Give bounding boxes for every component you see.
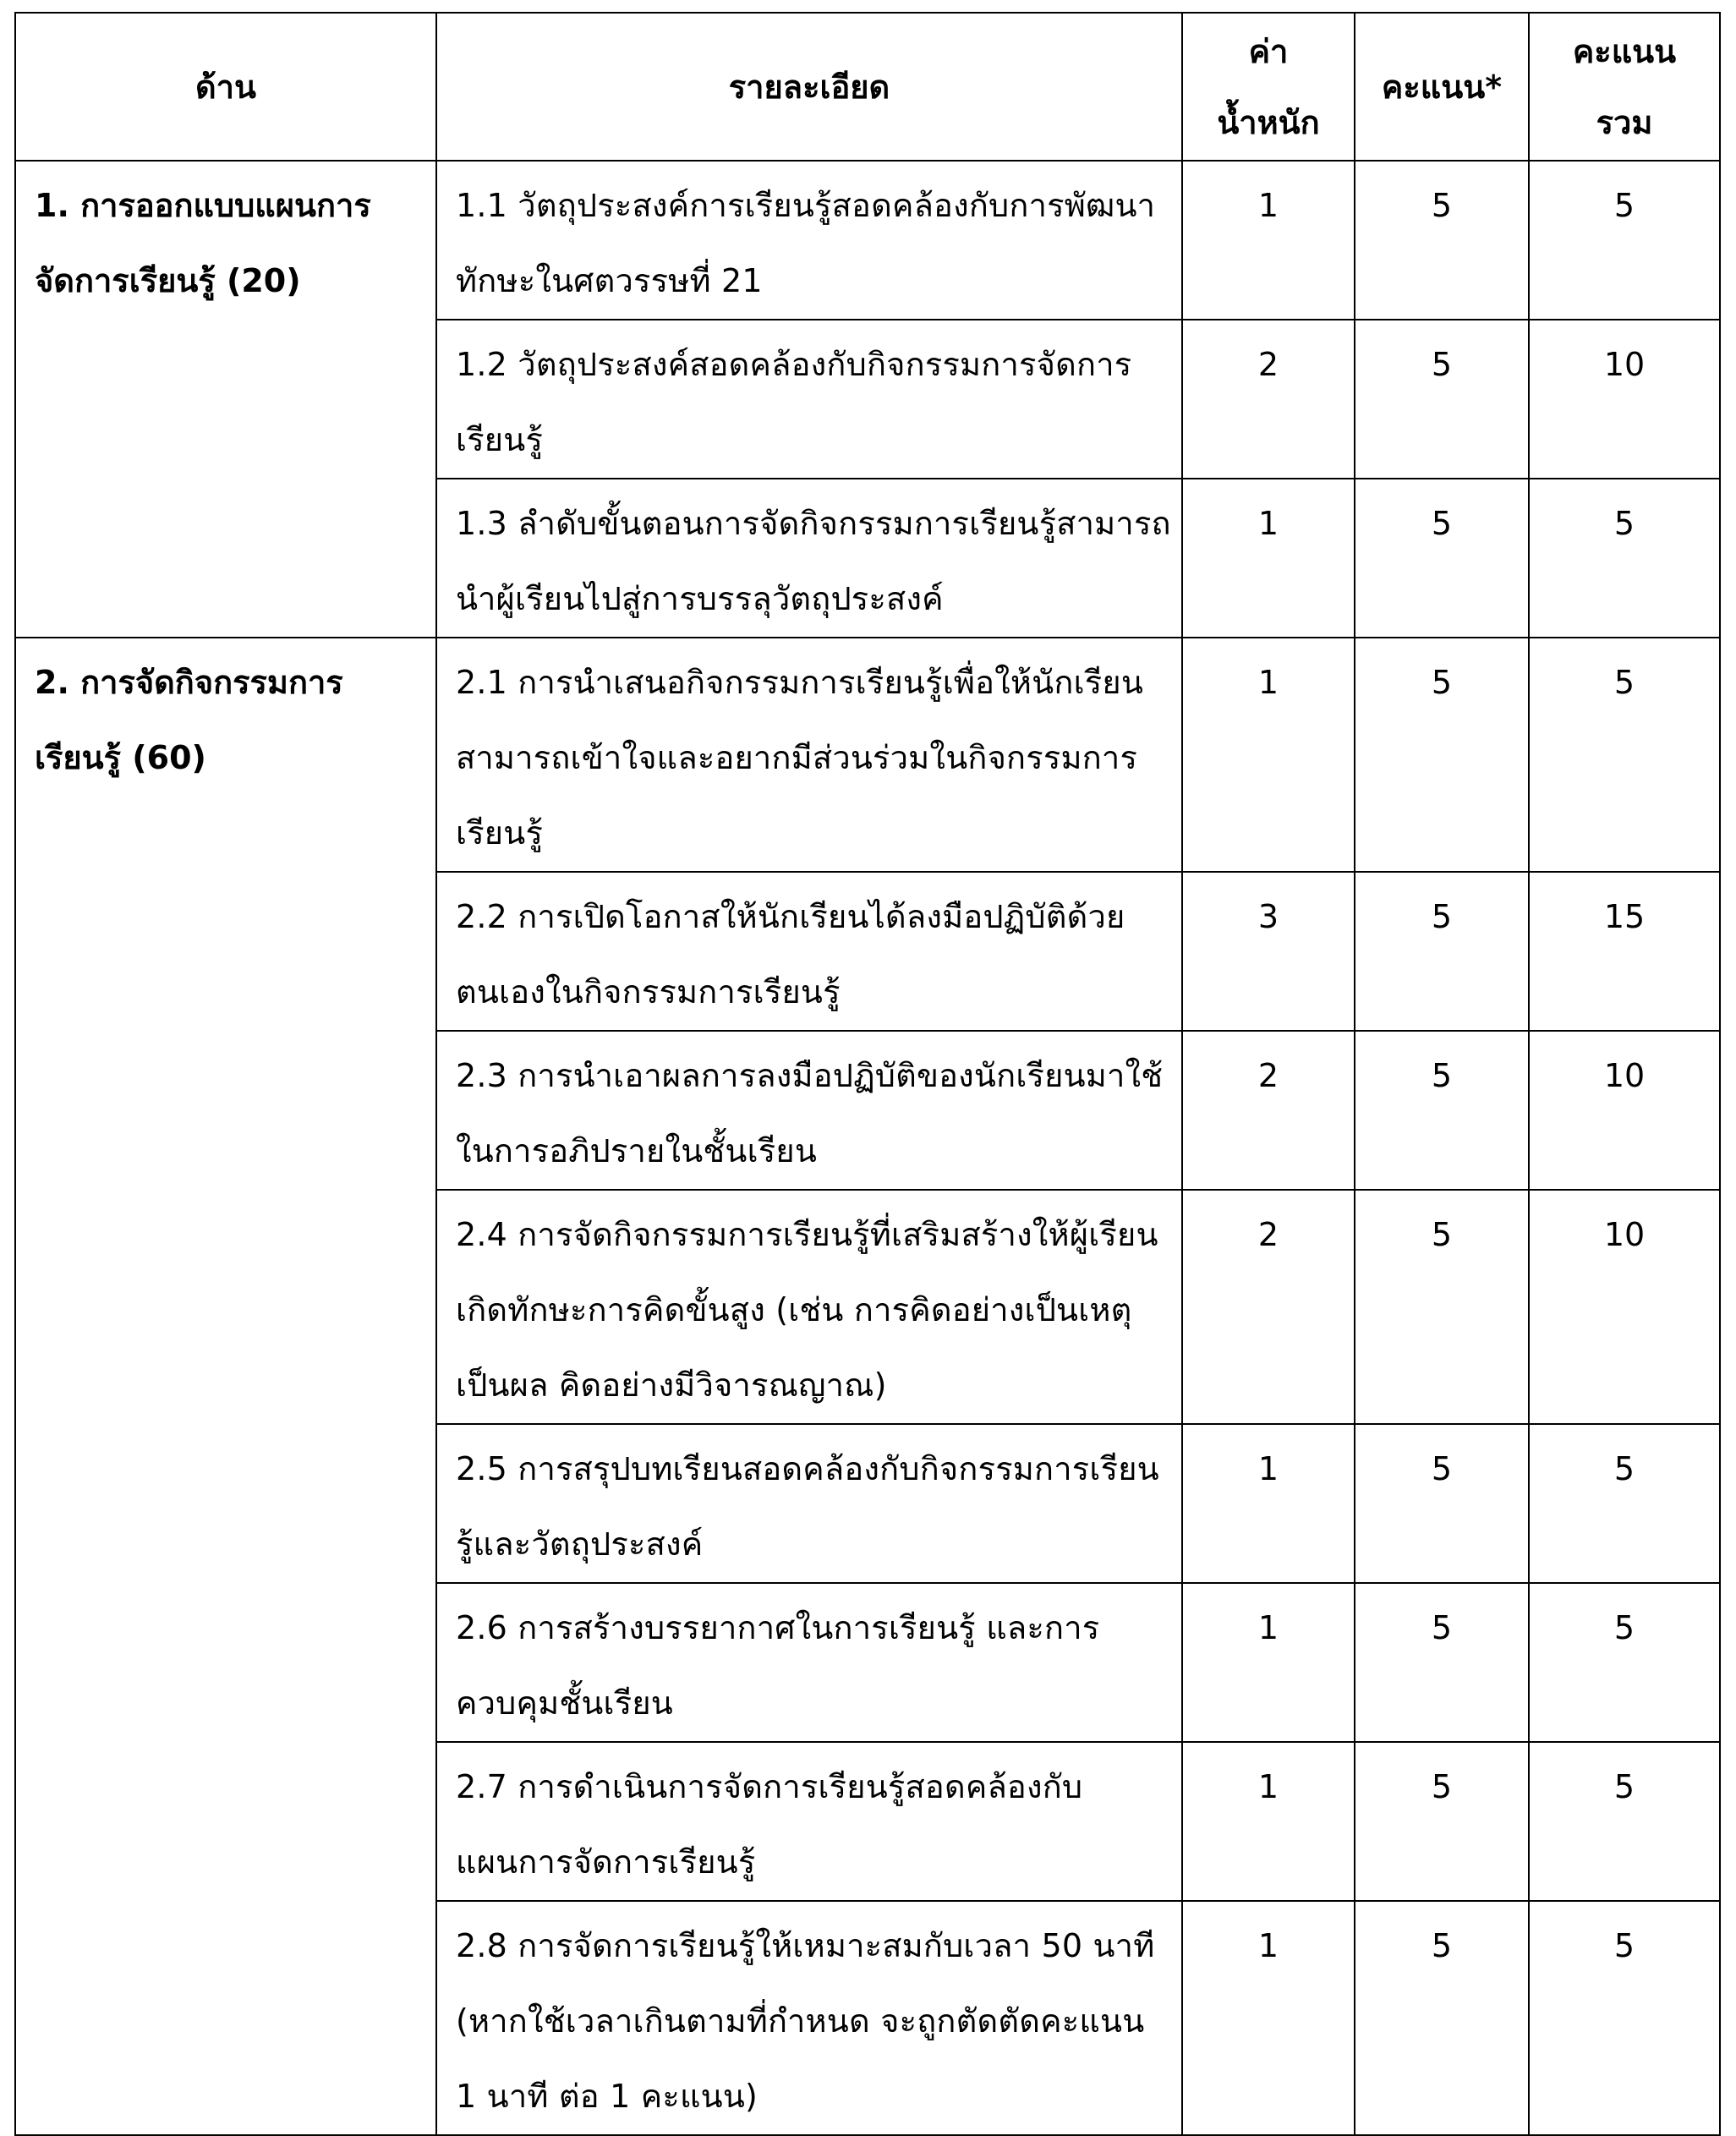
row-total: 5 (1529, 1901, 1720, 2135)
row-weight: 1 (1182, 1583, 1355, 1742)
row-total: 5 (1529, 1424, 1720, 1583)
row-score: 5 (1355, 1742, 1529, 1901)
row-score: 5 (1355, 161, 1529, 320)
row-score: 5 (1355, 1190, 1529, 1424)
row-score: 5 (1355, 1031, 1529, 1190)
header-weight-line2: น้ำหนัก (1217, 103, 1320, 141)
row-total: 5 (1529, 161, 1720, 320)
section-2-title-line2: เรียนรู้ (60) (35, 739, 206, 776)
row-weight: 1 (1182, 161, 1355, 320)
header-row (15, 13, 1720, 161)
section-1-title (15, 161, 436, 638)
row-weight: 1 (1182, 1742, 1355, 1901)
row-detail: 2.2 การเปิดโอกาสให้นักเรียนได้ลงมือปฏิบัติด้วยตนเองในกิจกรรมการเรียนรู้ (436, 872, 1182, 1031)
section-2-title (15, 638, 436, 2135)
row-weight: 1 (1182, 1901, 1355, 2135)
row-score: 5 (1355, 1583, 1529, 1742)
header-score: คะแนน* (1355, 13, 1529, 161)
row-total: 5 (1529, 638, 1720, 872)
row-score: 5 (1355, 1901, 1529, 2135)
row-detail: 2.4 การจัดกิจกรรมการเรียนรู้ที่เสริมสร้างให้ผู้เรียนเกิดทักษะการคิดขั้นสูง (เช่น การคิดอย่างเป็นเหตุเป็นผล คิดอย่างมีวิจารณญาณ) (436, 1190, 1182, 1424)
row-weight: 3 (1182, 872, 1355, 1031)
header-total (1529, 13, 1720, 161)
row-weight: 2 (1182, 1031, 1355, 1190)
row-weight: 1 (1182, 638, 1355, 872)
header-weight-line1: ค่า (1248, 32, 1289, 70)
row-weight: 2 (1182, 1190, 1355, 1424)
row-detail: 2.1 การนำเสนอกิจกรรมการเรียนรู้เพื่อให้นักเรียนสามารถเข้าใจและอยากมีส่วนร่วมในกิจกรรมการเรียนรู้ (436, 638, 1182, 872)
row-score: 5 (1355, 872, 1529, 1031)
row-detail: 2.6 การสร้างบรรยากาศในการเรียนรู้ และการควบคุมชั้นเรียน (436, 1583, 1182, 1742)
section-2-title-line1: 2. การจัดกิจกรรมการ (35, 664, 343, 701)
row-total: 10 (1529, 1031, 1720, 1190)
row-total: 5 (1529, 1742, 1720, 1901)
row-weight: 1 (1182, 1424, 1355, 1583)
row-total: 10 (1529, 320, 1720, 479)
row-total: 5 (1529, 1583, 1720, 1742)
table-row (15, 638, 1720, 872)
row-score: 5 (1355, 320, 1529, 479)
row-score: 5 (1355, 479, 1529, 638)
table-row (15, 161, 1720, 320)
row-detail: 2.3 การนำเอาผลการลงมือปฏิบัติของนักเรียนมาใช้ในการอภิปรายในชั้นเรียน (436, 1031, 1182, 1190)
row-detail: 2.7 การดำเนินการจัดการเรียนรู้สอดคล้องกับแผนการจัดการเรียนรู้ (436, 1742, 1182, 1901)
section-1-title-line2: จัดการเรียนรู้ (20) (35, 262, 301, 299)
rubric-table (14, 12, 1721, 2136)
row-total: 5 (1529, 479, 1720, 638)
header-weight (1182, 13, 1355, 161)
row-weight: 2 (1182, 320, 1355, 479)
header-aspect: ด้าน (15, 13, 436, 161)
row-detail: 1.3 ลำดับขั้นตอนการจัดกิจกรรมการเรียนรู้สามารถนำผู้เรียนไปสู่การบรรลุวัตถุประสงค์ (436, 479, 1182, 638)
row-detail: 2.5 การสรุปบทเรียนสอดคล้องกับกิจกรรมการเรียนรู้และวัตถุประสงค์ (436, 1424, 1182, 1583)
section-1-title-line1: 1. การออกแบบแผนการ (35, 187, 371, 224)
row-detail: 1.2 วัตถุประสงค์สอดคล้องกับกิจกรรมการจัดการเรียนรู้ (436, 320, 1182, 479)
row-total: 15 (1529, 872, 1720, 1031)
row-detail: 1.1 วัตถุประสงค์การเรียนรู้สอดคล้องกับการพัฒนาทักษะในศตวรรษที่ 21 (436, 161, 1182, 320)
row-weight: 1 (1182, 479, 1355, 638)
row-score: 5 (1355, 638, 1529, 872)
row-total: 10 (1529, 1190, 1720, 1424)
header-total-line1: คะแนน (1572, 32, 1677, 70)
row-score: 5 (1355, 1424, 1529, 1583)
row-detail: 2.8 การจัดการเรียนรู้ให้เหมาะสมกับเวลา 50 นาที (หากใช้เวลาเกินตามที่กำหนด จะถูกตัดตัดคะแนน 1 นาที ต่อ 1 คะแนน) (436, 1901, 1182, 2135)
header-total-line2: รวม (1596, 103, 1653, 141)
header-detail: รายละเอียด (436, 13, 1182, 161)
